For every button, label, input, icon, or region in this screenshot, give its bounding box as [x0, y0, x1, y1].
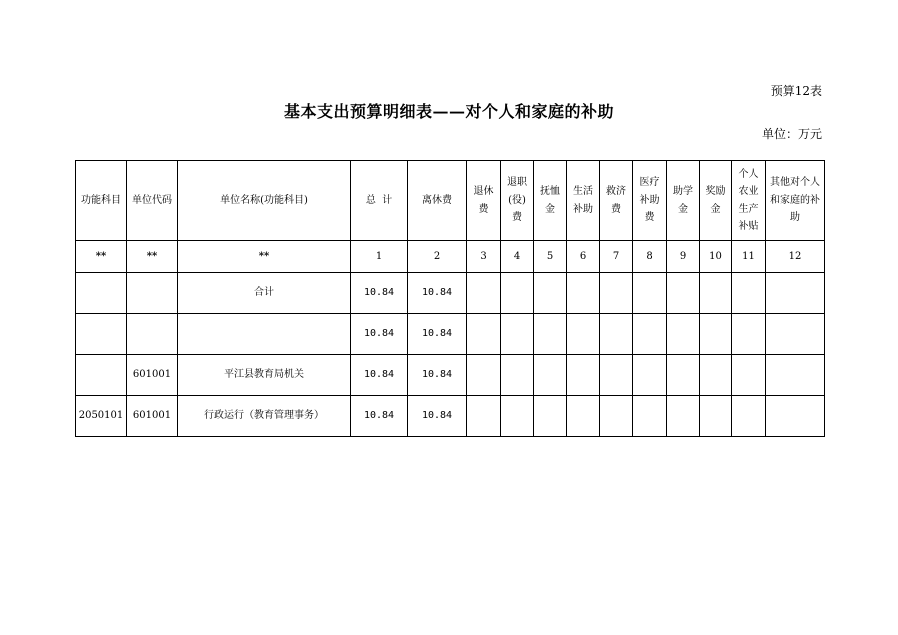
index-cell: 8 [633, 241, 667, 273]
table-cell [766, 273, 825, 314]
table-cell [534, 396, 567, 437]
table-cell: 10.84 [408, 396, 467, 437]
table-cell [667, 396, 700, 437]
table-cell: 合计 [178, 273, 351, 314]
index-row [76, 241, 825, 273]
table-row [76, 355, 825, 396]
table-row [76, 396, 825, 437]
table-cell: 10.84 [408, 355, 467, 396]
table-cell [127, 314, 178, 355]
budget-table [75, 160, 825, 437]
index-cell: 10 [700, 241, 732, 273]
unit-label: 单位：万元 [761, 127, 822, 141]
table-cell [766, 355, 825, 396]
table-cell [467, 314, 501, 355]
header-row [76, 161, 825, 241]
table-cell: 10.84 [351, 314, 408, 355]
table-cell [700, 273, 732, 314]
header-cell: 功能科目 [76, 161, 127, 241]
table-cell [766, 314, 825, 355]
table-cell: 平江县教育局机关 [178, 355, 351, 396]
table-cell: 行政运行（教育管理事务） [178, 396, 351, 437]
header-cell: 医疗补助费 [633, 161, 667, 241]
table-cell [76, 355, 127, 396]
table-cell [732, 273, 766, 314]
index-cell: 12 [766, 241, 825, 273]
table-cell [600, 273, 633, 314]
table-cell [633, 273, 667, 314]
header-cell: 单位名称(功能科目) [178, 161, 351, 241]
index-cell: 3 [467, 241, 501, 273]
table-row [76, 314, 825, 355]
page-title: 基本支出预算明细表——对个人和家庭的补助 [283, 102, 614, 121]
table-cell [467, 396, 501, 437]
header-cell: 离休费 [408, 161, 467, 241]
table-cell: 10.84 [408, 273, 467, 314]
table-cell [633, 396, 667, 437]
index-cell: 1 [351, 241, 408, 273]
table-cell [700, 396, 732, 437]
table-cell: 10.84 [408, 314, 467, 355]
table-cell [700, 355, 732, 396]
table-cell [467, 355, 501, 396]
table-cell [534, 314, 567, 355]
table-cell [732, 396, 766, 437]
table-cell: 10.84 [351, 355, 408, 396]
table-cell [467, 273, 501, 314]
index-cell: ** [127, 241, 178, 273]
index-cell: 5 [534, 241, 567, 273]
table-cell [501, 396, 534, 437]
header-cell: 其他对个人和家庭的补助 [766, 161, 825, 241]
table-cell [76, 314, 127, 355]
table-cell: 601001 [127, 355, 178, 396]
table-cell [567, 396, 600, 437]
table-cell [766, 396, 825, 437]
table-cell [600, 396, 633, 437]
table-cell [76, 273, 127, 314]
table-cell [732, 314, 766, 355]
header-cell: 个人农业生产补贴 [732, 161, 766, 241]
index-cell: ** [76, 241, 127, 273]
header-cell: 生活补助 [567, 161, 600, 241]
table-cell [667, 355, 700, 396]
table-cell [501, 314, 534, 355]
table-cell [732, 355, 766, 396]
table-cell [501, 355, 534, 396]
table-cell [567, 314, 600, 355]
index-cell: 4 [501, 241, 534, 273]
table-cell: 10.84 [351, 273, 408, 314]
table-cell [633, 314, 667, 355]
index-cell: ** [178, 241, 351, 273]
table-cell [567, 273, 600, 314]
table-cell [667, 273, 700, 314]
table-row [76, 273, 825, 314]
table-cell [700, 314, 732, 355]
form-number: 预算12表 [770, 84, 822, 98]
table-cell [600, 314, 633, 355]
header-cell: 退休费 [467, 161, 501, 241]
index-cell: 7 [600, 241, 633, 273]
index-cell: 9 [667, 241, 700, 273]
table-cell: 10.84 [351, 396, 408, 437]
header-cell: 单位代码 [127, 161, 178, 241]
header-cell: 总 计 [351, 161, 408, 241]
table-cell [178, 314, 351, 355]
table-cell [567, 355, 600, 396]
header-cell: 助学金 [667, 161, 700, 241]
table-cell [633, 355, 667, 396]
table-cell: 2050101 [76, 396, 127, 437]
table-cell [600, 355, 633, 396]
index-cell: 2 [408, 241, 467, 273]
index-cell: 11 [732, 241, 766, 273]
table-cell [534, 273, 567, 314]
table-cell [667, 314, 700, 355]
table-cell [501, 273, 534, 314]
index-cell: 6 [567, 241, 600, 273]
header-cell: 抚恤金 [534, 161, 567, 241]
table-cell [127, 273, 178, 314]
table-cell: 601001 [127, 396, 178, 437]
header-cell: 退职(役)费 [501, 161, 534, 241]
header-cell: 奖励金 [700, 161, 732, 241]
table-cell [534, 355, 567, 396]
header-cell: 救济费 [600, 161, 633, 241]
